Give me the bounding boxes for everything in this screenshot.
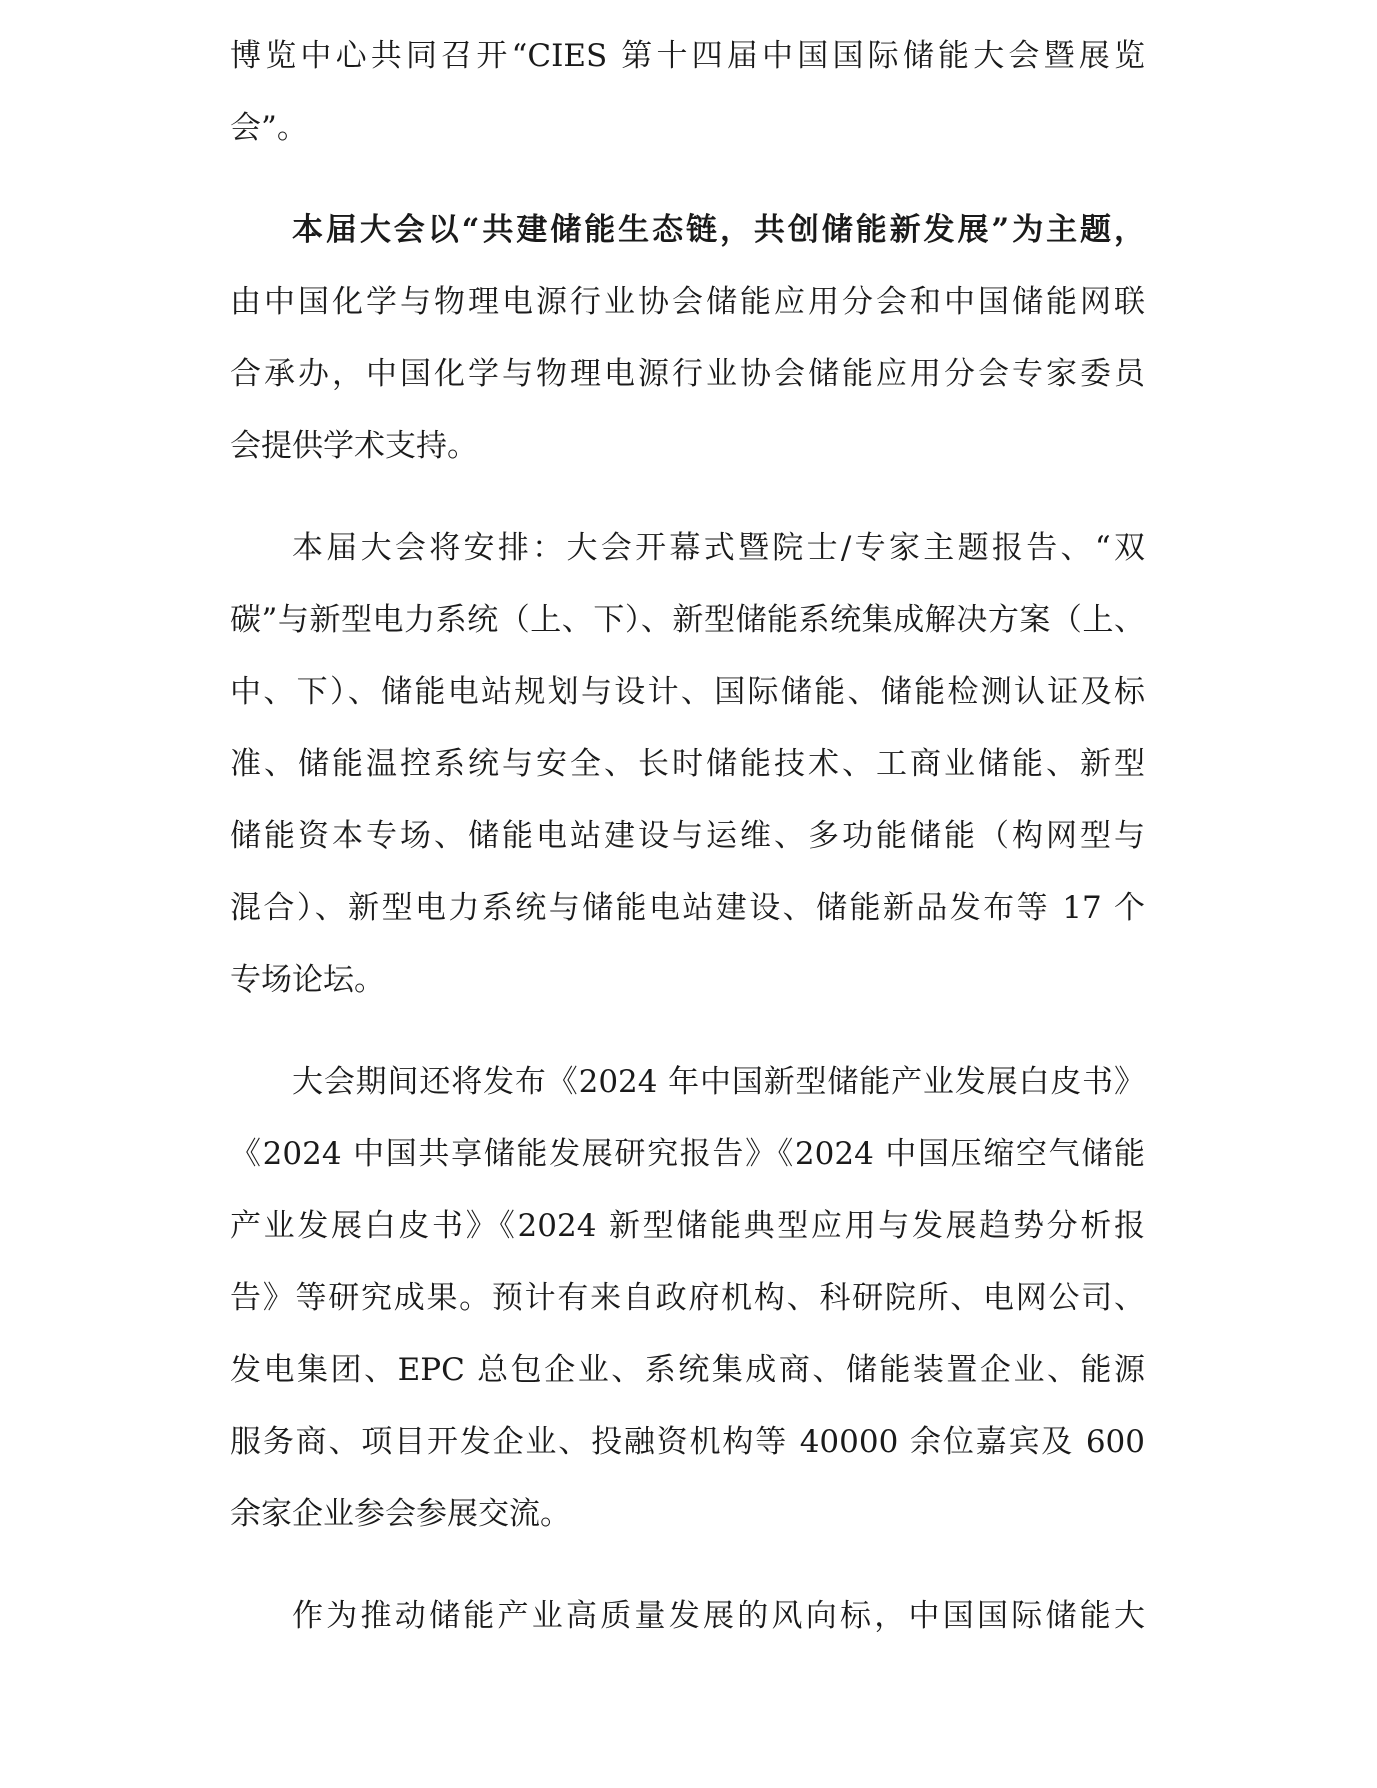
text-line: 《2024 中国共享储能发展研究报告》《2024 中国压缩空气储能	[230, 1136, 1145, 1172]
text-line: 会”。	[230, 110, 308, 146]
text-line: 合承办，中国化学与物理电源行业协会储能应用分会专家委员	[230, 356, 1145, 392]
paragraph-closing	[230, 1580, 1145, 1652]
text-line: 本届大会将安排：大会开幕式暨院士/专家主题报告、“双	[292, 530, 1145, 566]
paragraph-theme	[230, 194, 1145, 482]
text-line: 余家企业参会参展交流。	[230, 1496, 571, 1532]
text-line: 发电集团、EPC 总包企业、系统集成商、储能装置企业、能源	[230, 1352, 1145, 1388]
text-line: 作为推动储能产业高质量发展的风向标，中国国际储能大	[292, 1598, 1145, 1634]
paragraph-agenda	[230, 512, 1145, 1016]
document-body	[230, 20, 1145, 1682]
text-line: 准、储能温控系统与安全、长时储能技术、工商业储能、新型	[230, 746, 1145, 782]
text-line: 专场论坛。	[230, 962, 385, 998]
text-line: 产业发展白皮书》《2024 新型储能典型应用与发展趋势分析报	[230, 1208, 1145, 1244]
theme-statement-line: 本届大会以“共建储能生态链，共创储能新发展”为主题，	[292, 212, 1145, 248]
text-line: 由中国化学与物理电源行业协会储能应用分会和中国储能网联	[230, 284, 1145, 320]
text-line: 告》等研究成果。预计有来自政府机构、科研院所、电网公司、	[230, 1280, 1145, 1316]
text-line: 服务商、项目开发企业、投融资机构等 40000 余位嘉宾及 600	[230, 1424, 1145, 1460]
text-line: 会提供学术支持。	[230, 428, 478, 464]
text-line: 大会期间还将发布《2024 年中国新型储能产业发展白皮书》	[292, 1064, 1145, 1100]
text-line: 中、下）、储能电站规划与设计、国际储能、储能检测认证及标	[230, 674, 1145, 710]
text-line: 博览中心共同召开“CIES 第十四届中国国际储能大会暨展览	[230, 38, 1145, 74]
text-line: 碳”与新型电力系统（上、下）、新型储能系统集成解决方案（上、	[230, 602, 1145, 638]
text-line: 储能资本专场、储能电站建设与运维、多功能储能（构网型与	[230, 818, 1145, 854]
text-line: 混合）、新型电力系统与储能电站建设、储能新品发布等 17 个	[230, 890, 1145, 926]
paragraph-intro-continuation	[230, 20, 1145, 164]
paragraph-publications	[230, 1046, 1145, 1550]
